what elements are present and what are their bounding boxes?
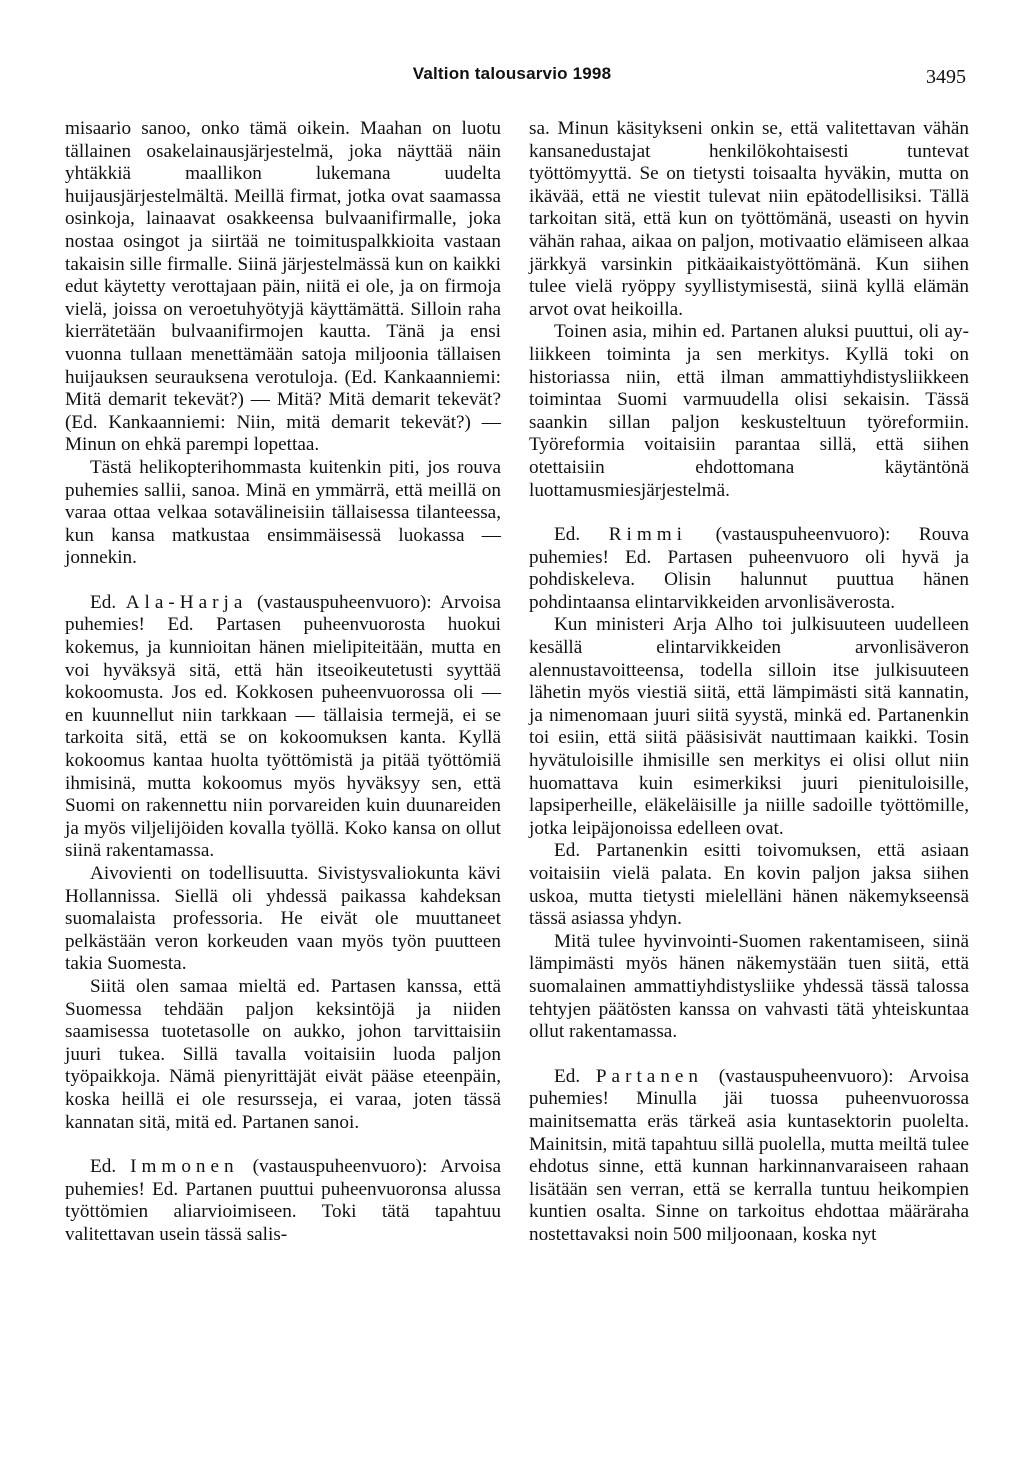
- speaker-prefix: Ed.: [554, 1065, 581, 1087]
- paragraph: Mitä tulee hyvinvointi-Suomen rakentamiseen, siinä lämpimästi myös hänen näkemystään tuen siitä, että suomalainen ammattiyhdistysliike yhdessä tässä talossa tehtyjen päätösten kanssa on vahvasti tätä yhteiskuntaa ollut rakentamassa.: [529, 930, 969, 1043]
- right-column: [529, 118, 969, 1247]
- paragraph: Siitä olen samaa mieltä ed. Partasen kanssa, että Suomessa tehdään paljon keksintöjä ja niiden saamisessa tuotetasolle on aukko, johon tarvittaisiin juuri tukea. Sillä tavalla voitaisiin luoda paljon työpaikkoja. Nämä pienyrittäjät eivät pääse eteenpäin, koska heillä ei ole resursseja, ei varaa, joten tässä kannatan sitä, mitä ed. Partanen sanoi.: [65, 975, 501, 1133]
- page-number: 3495: [926, 66, 966, 88]
- speaker-name: Partanen: [595, 1065, 704, 1087]
- speech-text: (vastauspuheenvuoro): Arvoisa puhemies! Ed. Partanen puuttui puheenvuoronsa alussa työttömien aliarvioimiseen. Toki tätä tapahtuu valitettavan usein tässä salis-: [65, 1156, 501, 1245]
- speaker-prefix: Ed.: [554, 524, 581, 546]
- speech-partanen: [529, 1066, 969, 1247]
- paragraph: sa. Minun käsitykseni onkin se, että valitettavan vähän kansanedustajat henkilökohtaisesti tuntevat työttömyyttä. Se on tietysti toisaalta hyväkin, mutta on ikävää, että ne viestit tulevat niin epätodellisiksi. Tällä tarkoitan sitä, että kun on työttömänä, useasti on hyvin vähän rahaa, aikaa on paljon, motivaatio elämiseen alkaa järkkyä varsinkin pitkäaikaistyöttömänä. Kun siihen tulee vielä ryöppy syyllistymisestä, siinä kyllä elämän arvot ovat heikoilla.: [529, 118, 969, 320]
- speaker-prefix: Ed.: [90, 591, 117, 613]
- left-column: [65, 118, 501, 1247]
- paragraph: Tästä helikopterihommasta kuitenkin piti, jos rouva puhemies sallii, sanoa. Minä en ymmärrä, että meillä on varaa ottaa velkaa sotavälineisiin tällaisessa tilanteessa, kun kansa matkustaa ensimmäisessä luokassa — jonnekin.: [65, 456, 501, 569]
- speech-text: (vastauspuheenvuoro): Rouva puhemies! Ed. Partasen puheenvuoro oli hyvä ja pohdiskeleva. Olisin halunnut puuttua hänen pohdintaansa elintarvikkeiden arvonlisäverosta.: [529, 524, 969, 613]
- paragraph: Toinen asia, mihin ed. Partanen aluksi puuttui, oli ay-liikkeen toiminta ja sen merkitys. Kyllä toki on historiassa niin, että ilman ammattiyhdistysliikkeen toimintaa Suomi varmuudella olisi sekaisin. Tässä saankin sillan paljon keskusteltuun työreformiin. Työreformia voitaisiin parantaa sillä, että siihen otettaisiin ehdottomana käytäntönä luottamusmiesjärjestelmä.: [529, 321, 969, 501]
- speech-rimmi: [529, 524, 969, 614]
- speech-text: (vastauspuheenvuoro): Arvoisa puhemies! Ed. Partasen puheenvuorosta huokui kokemus, ja kunnioitan hänen mielipiteitään, mutta en voi hyväksyä sitä, että hän itseoikeutetusti syyttää kokoomusta. Jos ed. Kokkosen puheenvuorossa oli — en kuunnellut niin tarkkaan — tällaisia termejä, ei se tarkoita sitä, että se on kokoomuksen kanta. Kyllä kokoomus kantaa huolta työttömistä ja pitää työttömiä ihmisinä, mutta kokoomus myös hyväksyy sen, että Suomi on rakennettu niin porvareiden kuin duunareiden ja myös viljelijöiden kovalla työllä. Koko kansa on ollut siinä rakentamassa.: [65, 591, 501, 862]
- paragraph: Ed. Partanenkin esitti toivomuksen, että asiaan voitaisiin vielä palata. En kovin paljon jaksa siihen uskoa, mutta tietysti mielelläni hänen näkemykseensä tässä asiassa yhdyn.: [529, 840, 969, 930]
- speech-immonen: [65, 1156, 501, 1246]
- running-title: Valtion talousarvio 1998: [412, 64, 612, 83]
- speaker-name: Immonen: [130, 1156, 239, 1178]
- speech-text: (vastauspuheenvuoro): Arvoisa puhemies! Minulla jäi tuossa puheenvuorossa mainitsematta eräs tärkeä asia kuntasektorin puolelta. Mainitsin, mitä tapahtuu sillä puolella, mutta meiltä tulee ehdotus sinne, että kunnan harkinnanvaraiseen rahaan lisätään sen verran, että se kerralla tuntuu heikompien kuntien osalta. Sinne on tarkoitus ehdottaa määräraha nostettavaksi noin 500 miljoonaan, koska nyt: [529, 1065, 970, 1245]
- speech-ala-harja: [65, 592, 501, 863]
- speaker-name: Ala-Harja: [125, 591, 248, 613]
- paragraph: Kun ministeri Arja Alho toi julkisuuteen uudelleen kesällä elintarvikkeiden arvonlisäveron alennustavoitteensa, todella silloin itse julkisuuteen lähetin myös viestiä siitä, että lämpimästi sitä kannatin, ja nimenomaan juuri siitä syystä, minkä ed. Partanenkin toi esiin, että siitä pääsisivät nauttimaan kaikki. Tosin hyvätuloisille ihmisille sen merkitys ei olisi ollut niin huomattava kuin esimerkiksi juuri pienituloisille, lapsiperheille, eläkeläisille ja niille sadoille työttömille, jotka leipäjonoissa edelleen ovat.: [529, 614, 969, 839]
- speaker-name: Rimmi: [608, 524, 687, 546]
- page-header: [0, 64, 1024, 88]
- paragraph: misaario sanoo, onko tämä oikein. Maahan on luotu tällainen osakelainausjärjestelmä, joka näyttää näin yhtäkkiä maallikon lukemana uudelta huijausjärjestelmältä. Meillä firmat, jotka ovat saamassa osinkoja, lainaavat osakkeensa bulvaanifirmalle, joka nostaa osingot ja siirtää ne toimituspalkkioita vastaan takaisin sille firmalle. Siinä järjestelmässä kun on kaikki edut käytetty verottajaan päin, niitä ei ole, ja on firmoja vielä, joissa on veroetuhyötyjä käyttämättä. Silloin raha kierrätetään bulvaanifirmojen kautta. Tänä ja ensi vuonna tullaan menettämään satoja miljoonia tällaisen huijauksen seurauksena verotuloja. (Ed. Kankaanniemi: Mitä demarit tekevät?) — Mitä? Mitä demarit tekevät? (Ed. Kankaanniemi: Niin, mitä demarit tekevät?) — Minun on ehkä parempi lopettaa.: [65, 118, 501, 456]
- paragraph: Aivovienti on todellisuutta. Sivistysvaliokunta kävi Hollannissa. Siellä oli yhdessä paikassa kahdeksan suomalaista professoria. He eivät ole muuttaneet pelkästään veron korkeuden vaan myös työn puutteen takia Suomesta.: [65, 863, 501, 975]
- speaker-prefix: Ed.: [90, 1156, 117, 1178]
